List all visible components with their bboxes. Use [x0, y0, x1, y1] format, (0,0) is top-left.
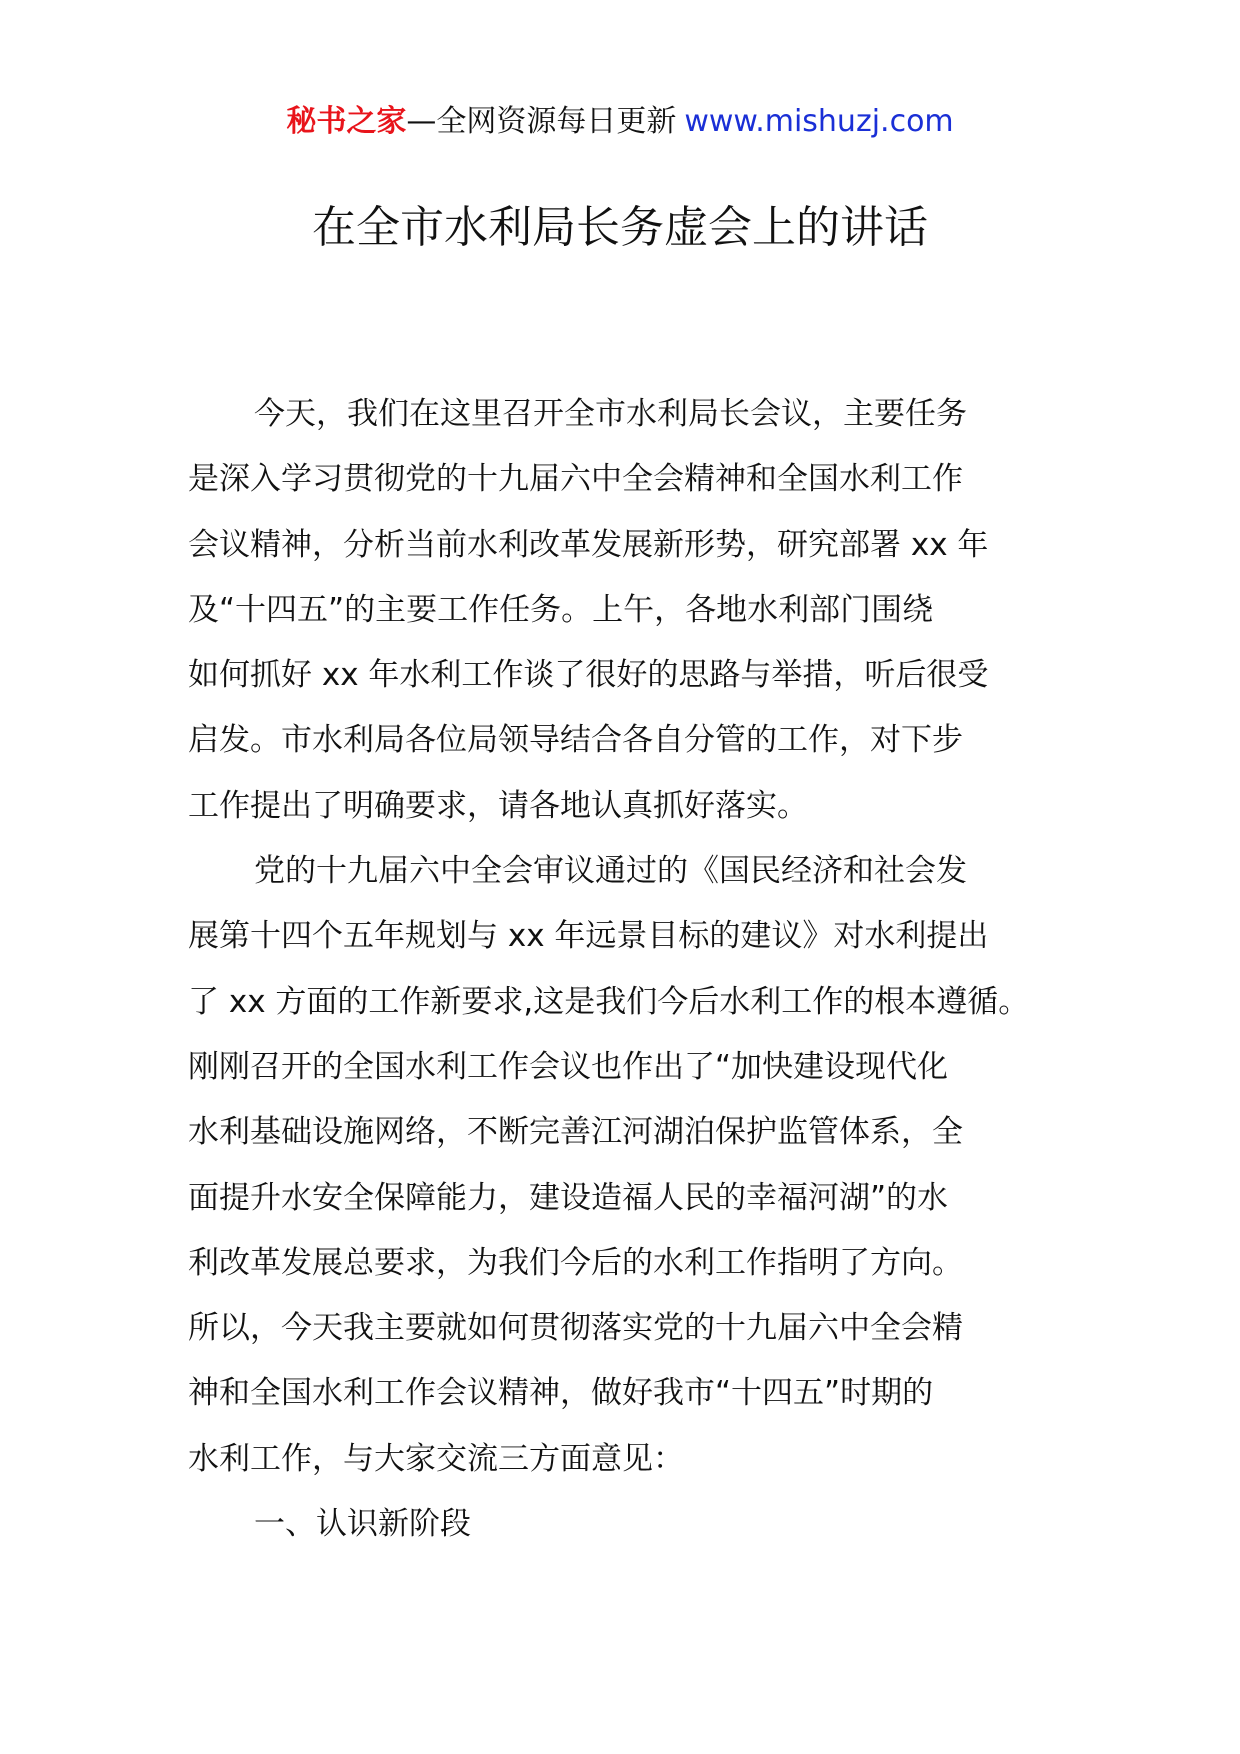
- paragraph-1-line: 启发。市水利局各位局领导结合各自分管的工作，对下步: [188, 722, 963, 759]
- document-body: [188, 382, 1088, 1557]
- paragraph-2-line: 水利基础设施网络，不断完善江河湖泊保护监管体系，全: [188, 1114, 963, 1151]
- paragraph-2-line: 刚刚召开的全国水利工作会议也作出了“加快建设现代化: [188, 1048, 949, 1085]
- site-brand: 秘书之家: [286, 104, 407, 139]
- site-url-link[interactable]: www.mishuzj.com: [684, 104, 954, 139]
- paragraph-2-line: 党的十九届六中全会审议通过的《国民经济和社会发: [254, 853, 967, 890]
- document-title: 在全市水利局长务虚会上的讲话: [312, 202, 928, 253]
- paragraph-2-line: 水利工作，与大家交流三方面意见：: [188, 1440, 684, 1477]
- paragraph-1-line: 会议精神，分析当前水利改革发展新形势，研究部署 xx 年: [188, 526, 989, 563]
- site-tagline: —全网资源每日更新: [406, 104, 677, 139]
- paragraph-2-line: 所以，今天我主要就如何贯彻落实党的十九届六中全会精: [188, 1310, 963, 1347]
- paragraph-2-line: 了 xx 方面的工作新要求,这是我们今后水利工作的根本遵循。: [188, 983, 1030, 1020]
- paragraph-2-line: 展第十四个五年规划与 xx 年远景目标的建议》对水利提出: [188, 918, 989, 955]
- paragraph-2-line: 面提升水安全保障能力，建设造福人民的幸福河湖”的水: [188, 1179, 949, 1216]
- paragraph-2-line: 神和全国水利工作会议精神，做好我市“十四五”时期的: [188, 1375, 934, 1412]
- site-header: [0, 100, 1240, 144]
- paragraph-1-line: 如何抓好 xx 年水利工作谈了很好的思路与举措，听后很受: [188, 657, 989, 694]
- paragraph-1-line: 是深入学习贯彻党的十九届六中全会精神和全国水利工作: [188, 461, 963, 498]
- section-heading: 一、认识新阶段: [254, 1506, 471, 1543]
- paragraph-2-line: 利改革发展总要求，为我们今后的水利工作指明了方向。: [188, 1244, 963, 1281]
- paragraph-1-line: 及“十四五”的主要工作任务。上午，各地水利部门围绕: [188, 591, 934, 628]
- paragraph-1-line: 工作提出了明确要求，请各地认真抓好落实。: [188, 787, 808, 824]
- paragraph-1-line: 今天，我们在这里召开全市水利局长会议，主要任务: [254, 396, 967, 432]
